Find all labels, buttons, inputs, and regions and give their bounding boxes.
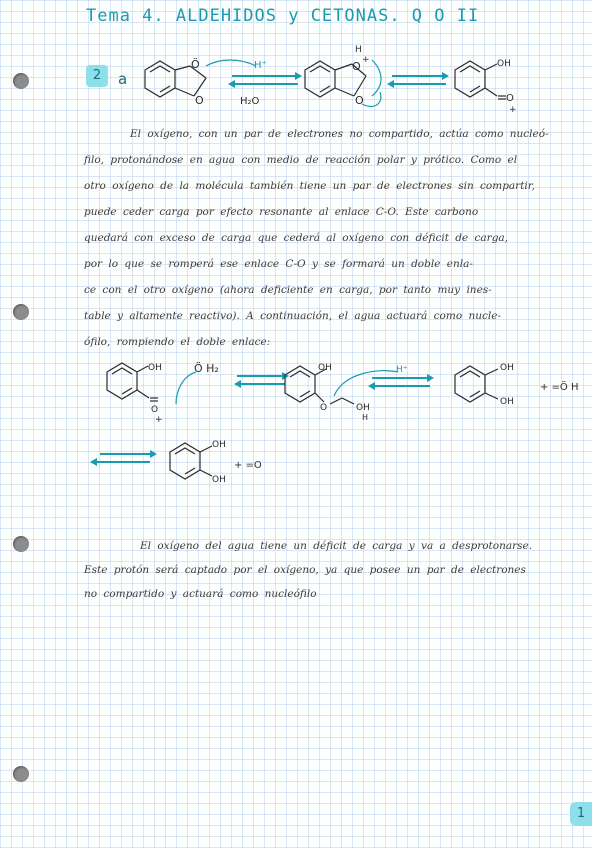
arrow-head	[228, 80, 235, 88]
hydroxyl-label: OH	[212, 440, 226, 450]
atom-o-label: O	[355, 94, 364, 107]
curved-arrow	[362, 92, 381, 106]
water-label: H₂O	[240, 96, 260, 107]
curved-arrow	[176, 372, 196, 404]
byproduct-label: + =O	[234, 460, 262, 471]
text-line: ófilo, rompiendo el doble enlace:	[84, 336, 271, 348]
charge-plus: +	[155, 415, 163, 425]
catechol-product	[170, 443, 212, 479]
hydroxyl-label: OH	[212, 475, 226, 485]
binder-hole	[13, 536, 29, 552]
h-plus-label: H⁺	[396, 365, 408, 375]
text-line: table y altamente reactivo). A continuación, el agua actuará como nucle-	[84, 310, 501, 322]
curved-arrow	[206, 60, 256, 66]
arrow-head	[234, 380, 241, 388]
hydroxyl-label: OH	[500, 397, 514, 407]
atom-o-label: Ö	[191, 58, 200, 71]
hydroxyl-label: OH	[500, 363, 514, 373]
h-label: H	[362, 413, 369, 422]
text-line: quedará con exceso de carga que cederá al oxígeno con déficit de carga,	[84, 232, 509, 244]
text-line: puede ceder carga por efecto resonante al enlace C-O. Este carbono	[84, 206, 479, 218]
arrow-head	[387, 80, 394, 88]
text-line: por lo que se romperá ese enlace C-O y se formará un doble enla-	[84, 258, 473, 270]
text-line: Este protón será captado por el oxígeno, ya que posee un par de electrones	[84, 564, 526, 576]
text-line: filo, protonándose en agua con medio de reacción polar y prótico. Como el	[84, 154, 518, 166]
oxonium-label: OH	[356, 403, 370, 413]
atom-o-label: O	[320, 403, 328, 413]
text-line: El oxígeno, con un par de electrones no compartido, actúa como nucleó-	[130, 128, 549, 140]
text-line: ce con el otro oxígeno (ahora deficiente en carga, por tanto muy ines-	[84, 284, 492, 296]
arrow-head	[295, 72, 302, 80]
binder-hole	[13, 304, 29, 320]
exercise-number: 2	[86, 65, 108, 87]
charge-plus: +	[362, 55, 370, 65]
text-line: no compartido y actuará como nucleófilo	[84, 588, 317, 600]
hydroxyl-label: OH	[318, 363, 332, 373]
hydroxyl-label: OH	[497, 59, 511, 69]
curved-arrow	[372, 60, 381, 96]
arrow-head	[368, 382, 375, 390]
oxonium-label: O	[352, 60, 361, 73]
binder-hole	[13, 766, 29, 782]
reaction-scheme-1	[0, 0, 592, 130]
carbonyl-o-label: O	[151, 405, 159, 415]
atom-o-label: O	[195, 94, 204, 107]
arrow-head	[90, 458, 97, 466]
curved-arrow	[334, 371, 398, 396]
text-line: otro oxígeno de la molécula también tiene un par de electrones sin compartir,	[84, 180, 535, 192]
paragraph-explanation-1	[84, 128, 564, 348]
text-line: El oxígeno del agua tiene un déficit de carga y va a desprotonarse.	[140, 540, 533, 552]
oxocarbenium-structure	[107, 363, 158, 401]
page-title: Tema 4. ALDEHIDOS y CETONAS. Q O II	[86, 6, 480, 26]
charge-plus: +	[509, 105, 517, 115]
h-plus-label: H⁺	[254, 60, 267, 71]
arrow-head	[282, 372, 289, 380]
water-label: Ö H₂	[194, 362, 219, 375]
h-label: H	[355, 45, 362, 55]
hemiacetal-intermediate	[285, 366, 354, 404]
arrow-head	[150, 450, 157, 458]
arrow-head	[442, 72, 449, 80]
byproduct-label: + =Ö H	[540, 382, 579, 393]
arrow-head	[427, 374, 434, 382]
page-number: 1	[570, 802, 592, 826]
carbonyl-o-label: O	[506, 93, 514, 104]
catechol-structure	[455, 366, 498, 402]
hydroxyl-label: OH	[148, 363, 162, 373]
paragraph-explanation-2	[84, 540, 564, 610]
exercise-letter: a	[118, 70, 128, 88]
